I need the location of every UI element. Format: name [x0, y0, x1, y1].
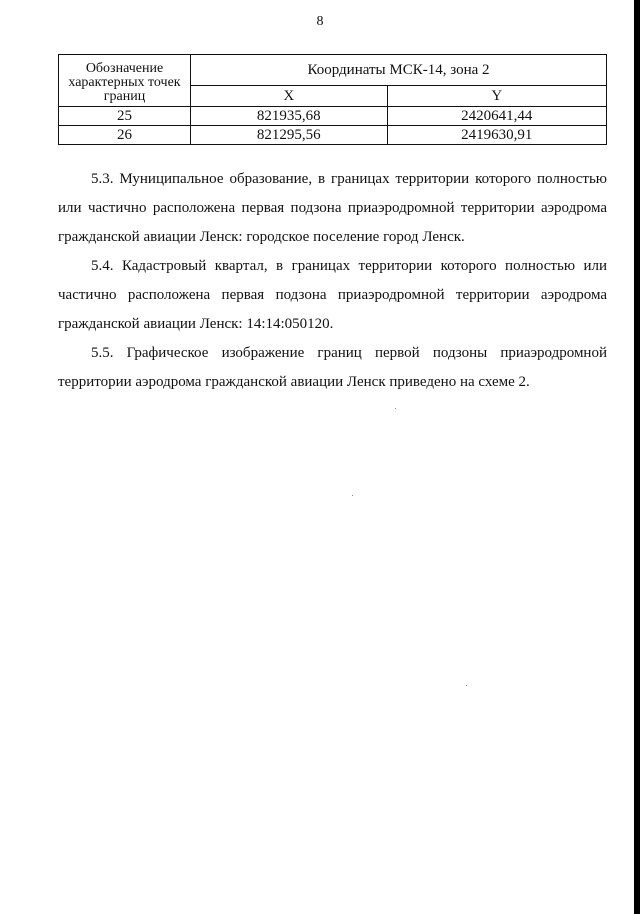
y-header: Y [387, 86, 606, 107]
coordinates-table [58, 54, 607, 145]
page-number: 8 [316, 14, 324, 29]
paragraph-5-5: 5.5. Графическое изображение границ первой подзоны приаэродромной территории аэродрома гражданской авиации Ленск приведено на схеме 2. [58, 345, 607, 390]
table-row [59, 126, 607, 145]
scan-speck [466, 685, 467, 686]
point-cell: 26 [59, 126, 191, 145]
y-cell: 2419630,91 [387, 126, 606, 145]
point-cell: 25 [59, 107, 191, 126]
x-header: X [191, 86, 388, 107]
paragraph-5-4: 5.4. Кадастровый квартал, в границах территории которого полностью или частично расположена первая подзона приаэродромной территории аэродрома гражданской авиации Ленск: 14:14:050120. [58, 258, 607, 332]
point-label-header: Обозначение характерных точек границ [59, 55, 191, 107]
page-edge [634, 0, 640, 914]
paragraph-5-3: 5.3. Муниципальное образование, в границах территории которого полностью или частично расположена первая подзона приаэродромной территории аэродрома гражданской авиации Ленск: городское поселение город Ленск. [58, 171, 607, 245]
y-cell: 2420641,44 [387, 107, 606, 126]
body-text [58, 165, 607, 397]
scan-speck [395, 408, 396, 409]
x-cell: 821935,68 [191, 107, 388, 126]
coordinates-header: Координаты МСК-14, зона 2 [191, 55, 607, 86]
x-cell: 821295,56 [191, 126, 388, 145]
table-row [59, 107, 607, 126]
scan-speck [352, 495, 353, 496]
